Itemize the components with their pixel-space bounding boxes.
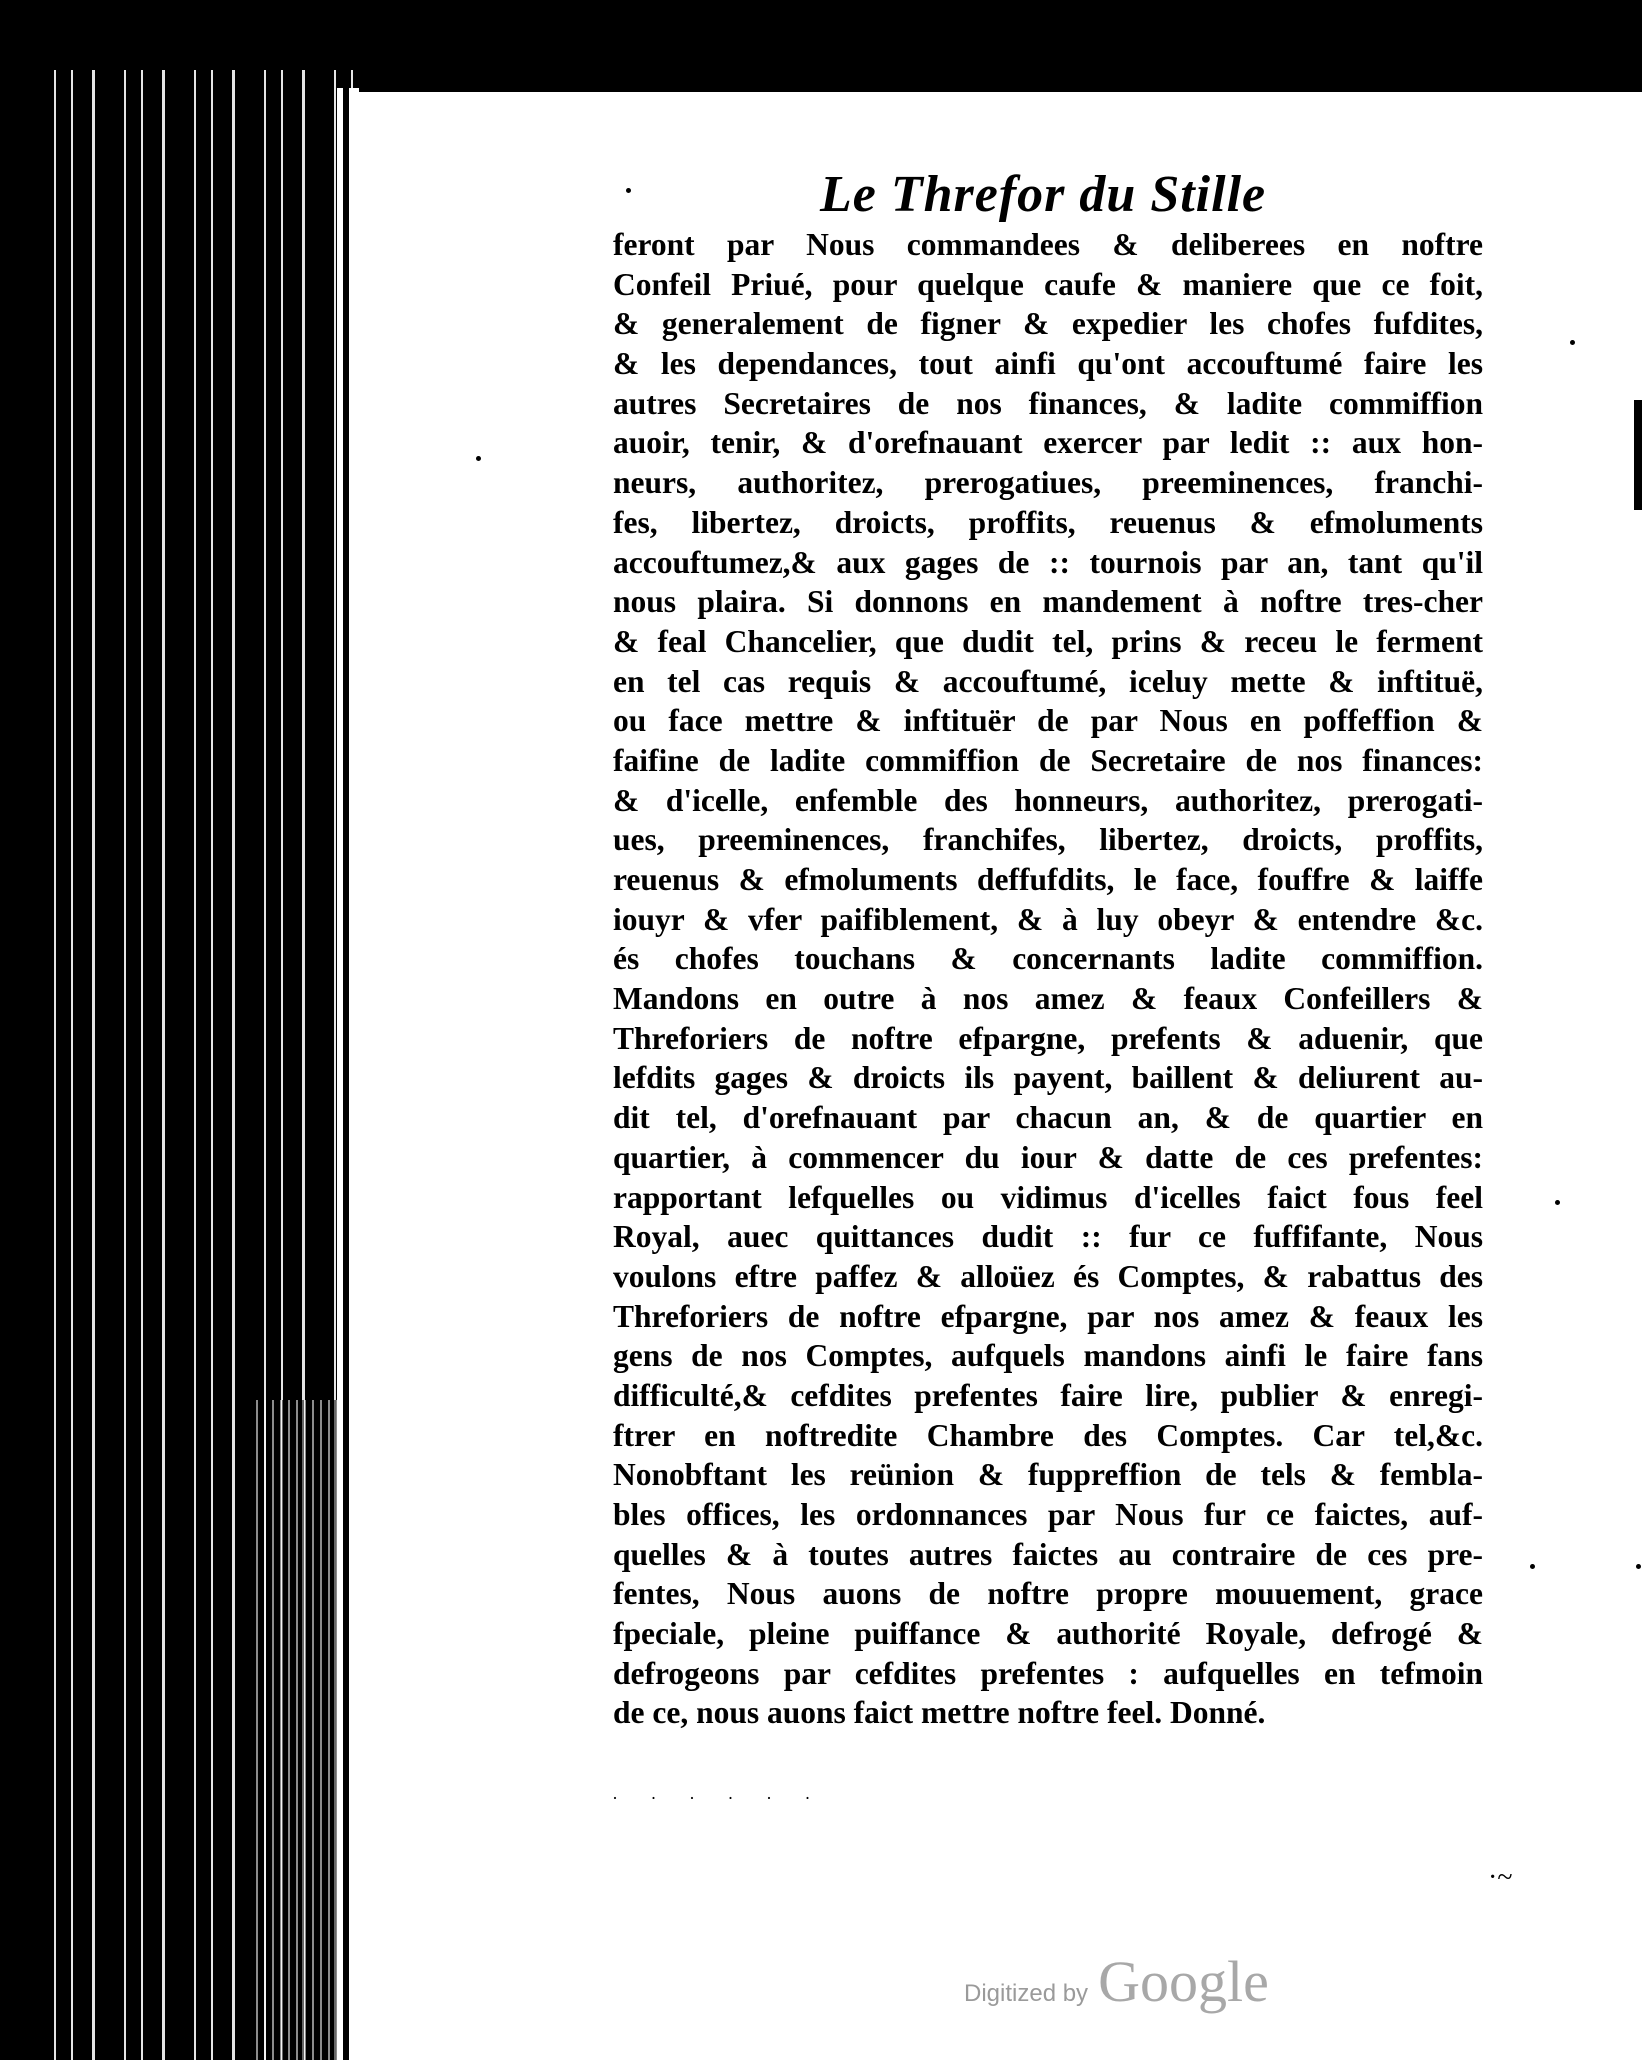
text-line: quelles & à toutes autres faictes au contraire de ces pre- [613, 1536, 1483, 1572]
text-line: rapportant lefquelles ou vidimus d'icelles faict fous feel [613, 1179, 1483, 1215]
text-line: accouftumez,& aux gages de :: tournois par an, tant qu'il [613, 544, 1483, 580]
text-line: reuenus & efmoluments deffufdits, le face, fouffre & laiffe [613, 862, 1483, 897]
text-line: difficulté,& cefdites prefentes faire lire, publier & enregi- [613, 1377, 1483, 1413]
text-line: Confeil Priué, pour quelque caufe & maniere que ce foit, [613, 266, 1483, 302]
text-line: faifine de ladite commiffion de Secretaire de nos finances: [613, 742, 1483, 778]
watermark-prefix: Digitized by [964, 1980, 1089, 2007]
running-head: Le Threfor du Stille [820, 166, 1267, 223]
text-line: Threforiers de noftre efpargne, par nos amez & feaux les [613, 1298, 1483, 1334]
text-line: & les dependances, tout ainfi qu'ont accouftumé faire les [613, 346, 1483, 382]
page-edge-notch [1634, 400, 1642, 510]
text-line: lefdits gages & droicts ils payent, baillent & deliurent au- [613, 1060, 1483, 1096]
google-digitized-watermark [964, 1948, 1269, 2015]
text-line: bles offices, les ordonnances par Nous fur ce faictes, auf- [613, 1497, 1483, 1532]
text-line: defrogeons par cefdites prefentes : aufquelles en tefmoin [613, 1655, 1483, 1691]
text-line-final: de ce, nous auons faict mettre noftre feel. Donné. [613, 1695, 1266, 1731]
text-line: & d'icelle, enfemble des honneurs, authoritez, prerogati- [613, 782, 1483, 818]
text-line: fes, libertez, droicts, proffits, reuenus & efmoluments [613, 504, 1483, 540]
google-logo: Google [1098, 1949, 1269, 2014]
text-line: & feal Chancelier, que dudit tel, prins & receu le ferment [613, 623, 1483, 659]
text-line: neurs, authoritez, prerogatiues, preeminences, franchi- [613, 465, 1483, 501]
text-line: Threforiers de noftre efpargne, prefents & aduenir, que [613, 1020, 1483, 1056]
text-line: Royal, auec quittances dudit :: fur ce fuffifante, Nous [613, 1219, 1483, 1255]
text-line: Mandons en outre à nos amez & feaux Confeillers & [613, 981, 1483, 1017]
page-gutter [337, 88, 359, 2060]
print-specks: · · · · · · [612, 1788, 825, 1808]
text-line: voulons eftre paffez & alloüez és Comptes, & rabattus des [613, 1258, 1483, 1294]
ink-speck [1570, 340, 1575, 345]
text-line: autres Secretaires de nos finances, & ladite commiffion [613, 385, 1483, 421]
text-line: nous plaira. Si donnons en mandement à noftre tres-cher [613, 584, 1483, 620]
text-line: & generalement de figner & expedier les chofes fufdites, [613, 306, 1483, 342]
text-line: en tel cas requis & accouftumé, iceluy mette & inftituë, [613, 663, 1483, 699]
text-line: és chofes touchans & concernants ladite commiffion. [613, 941, 1483, 977]
ink-speck [1530, 1564, 1535, 1569]
text-line: gens de nos Comptes, aufquels mandons ainfi le faire fans [613, 1338, 1483, 1374]
text-line: feront par Nous commandees & deliberees en noftre [613, 227, 1483, 262]
margin-mark: ·~ [1488, 1862, 1513, 1893]
text-line: auoir, tenir, & d'orefnauant exercer par ledit :: aux hon- [613, 425, 1483, 461]
ink-speck [1636, 1564, 1641, 1569]
text-line: ftrer en noftredite Chambre des Comptes. Car tel,&c. [613, 1417, 1483, 1453]
text-line: Nonobftant les reünion & fuppreffion de tels & fembla- [613, 1457, 1483, 1493]
page-body-text [613, 225, 1483, 1733]
text-line: iouyr & vfer paifiblement, & à luy obeyr & entendre &c. [613, 901, 1483, 937]
text-line: quartier, à commencer du iour & datte de ces prefentes: [613, 1139, 1483, 1175]
ink-speck [476, 456, 481, 461]
text-line: dit tel, d'orefnauant par chacun an, & de quartier en [613, 1100, 1483, 1136]
text-line: ues, preeminences, franchifes, libertez, droicts, proffits, [613, 822, 1483, 858]
text-line: ou face mettre & inftituër de par Nous en poffeffion & [613, 703, 1483, 739]
ink-speck [1555, 1200, 1560, 1205]
ink-speck [626, 188, 631, 193]
text-line: fentes, Nous auons de noftre propre mouuement, grace [613, 1576, 1483, 1612]
text-line: fpeciale, pleine puiffance & authorité Royale, defrogé & [613, 1616, 1483, 1652]
